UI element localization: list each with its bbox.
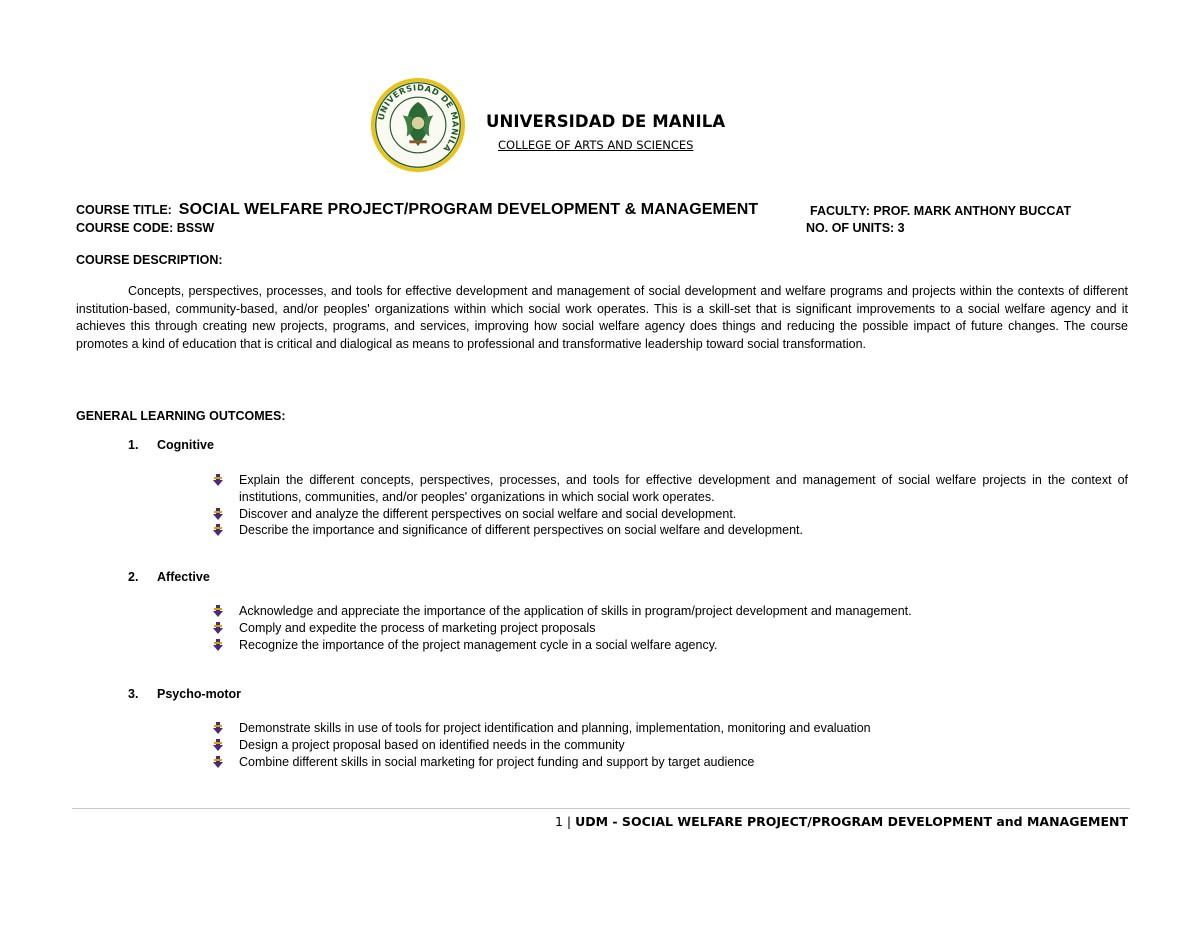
page-footer [555,814,1128,829]
course-title-value: SOCIAL WELFARE PROJECT/PROGRAM DEVELOPMENT & MANAGEMENT [178,201,759,218]
list-item: Describe the importance and significance of different perspectives on social welfare and development. [212,522,1128,539]
psychomotor-outcomes-list [212,720,1128,770]
outcome-section-affective [128,570,210,584]
list-item: Explain the different concepts, perspectives, processes, and tools for effective development and management of social welfare projects in the context of institutions, communities, and/or peoples' organizations in which social work operates. [212,472,1128,506]
list-item: Comply and expedite the process of marketing project proposals [212,620,1128,637]
arrow-down-bullet-icon [212,756,224,769]
arrow-down-bullet-icon [212,722,224,735]
course-title-label: COURSE TITLE: [76,203,172,217]
svg-text:UNIVERSIDAD DE MANILA: UNIVERSIDAD DE MANILA [375,82,461,155]
outcome-section-cognitive [128,438,214,452]
footer-divider [72,808,1130,809]
section-title: Psycho-motor [157,687,242,701]
list-item: Combine different skills in social marketing for project funding and support by target audience [212,754,1128,771]
arrow-down-bullet-icon [212,739,224,752]
arrow-down-bullet-icon [212,524,224,537]
learning-outcomes-heading: GENERAL LEARNING OUTCOMES: [76,409,286,423]
affective-outcomes-list [212,603,1128,653]
arrow-down-bullet-icon [212,508,224,521]
college-name: COLLEGE OF ARTS AND SCIENCES [498,138,694,152]
list-item: Acknowledge and appreciate the importance of the application of skills in program/project development and management. [212,603,1128,620]
arrow-down-bullet-icon [212,622,224,635]
outcome-section-psychomotor [128,687,241,701]
arrow-down-bullet-icon [212,605,224,618]
university-name: UNIVERSIDAD DE MANILA [486,112,726,131]
section-number: 3. [128,687,139,701]
list-item: Demonstrate skills in use of tools for project identification and planning, implementation, monitoring and evaluation [212,720,1128,737]
faculty-label: FACULTY: PROF. MARK ANTHONY BUCCAT [810,204,1072,218]
section-title: Cognitive [157,438,214,452]
arrow-down-bullet-icon [212,474,224,487]
course-code: COURSE CODE: BSSW [76,221,215,235]
footer-text: UDM - SOCIAL WELFARE PROJECT/PROGRAM DEVELOPMENT and MANAGEMENT [575,814,1128,829]
units-label: NO. OF UNITS: 3 [806,221,905,235]
course-description-text: Concepts, perspectives, processes, and tools for effective development and management of social development and welfare programs and projects within the contexts of different institution-based, community-based, and/or peoples' organizations within which social work operates. This is a skill-set that is significant improvements to a social welfare agency and it achieves this through creating new projects, programs, and services, improving how social welfare agency does things and reducing the possible impact of future changes. The course promotes a kind of education that is critical and dialogical as means to professional and transformative leadership toward social transformation. [76,284,1128,351]
list-item: Recognize the importance of the project management cycle in a social welfare agency. [212,637,1128,654]
course-description-heading: COURSE DESCRIPTION: [76,253,223,267]
list-item: Design a project proposal based on identified needs in the community [212,737,1128,754]
section-number: 2. [128,570,139,584]
list-item: Discover and analyze the different perspectives on social welfare and social development. [212,506,1128,523]
section-number: 1. [128,438,139,452]
page-number: 1 [554,814,563,829]
arrow-down-bullet-icon [212,639,224,652]
course-title-line [76,201,758,219]
university-seal-logo [370,77,466,173]
cognitive-outcomes-list [212,472,1128,539]
section-title: Affective [157,570,210,584]
footer-separator: | [566,814,572,829]
